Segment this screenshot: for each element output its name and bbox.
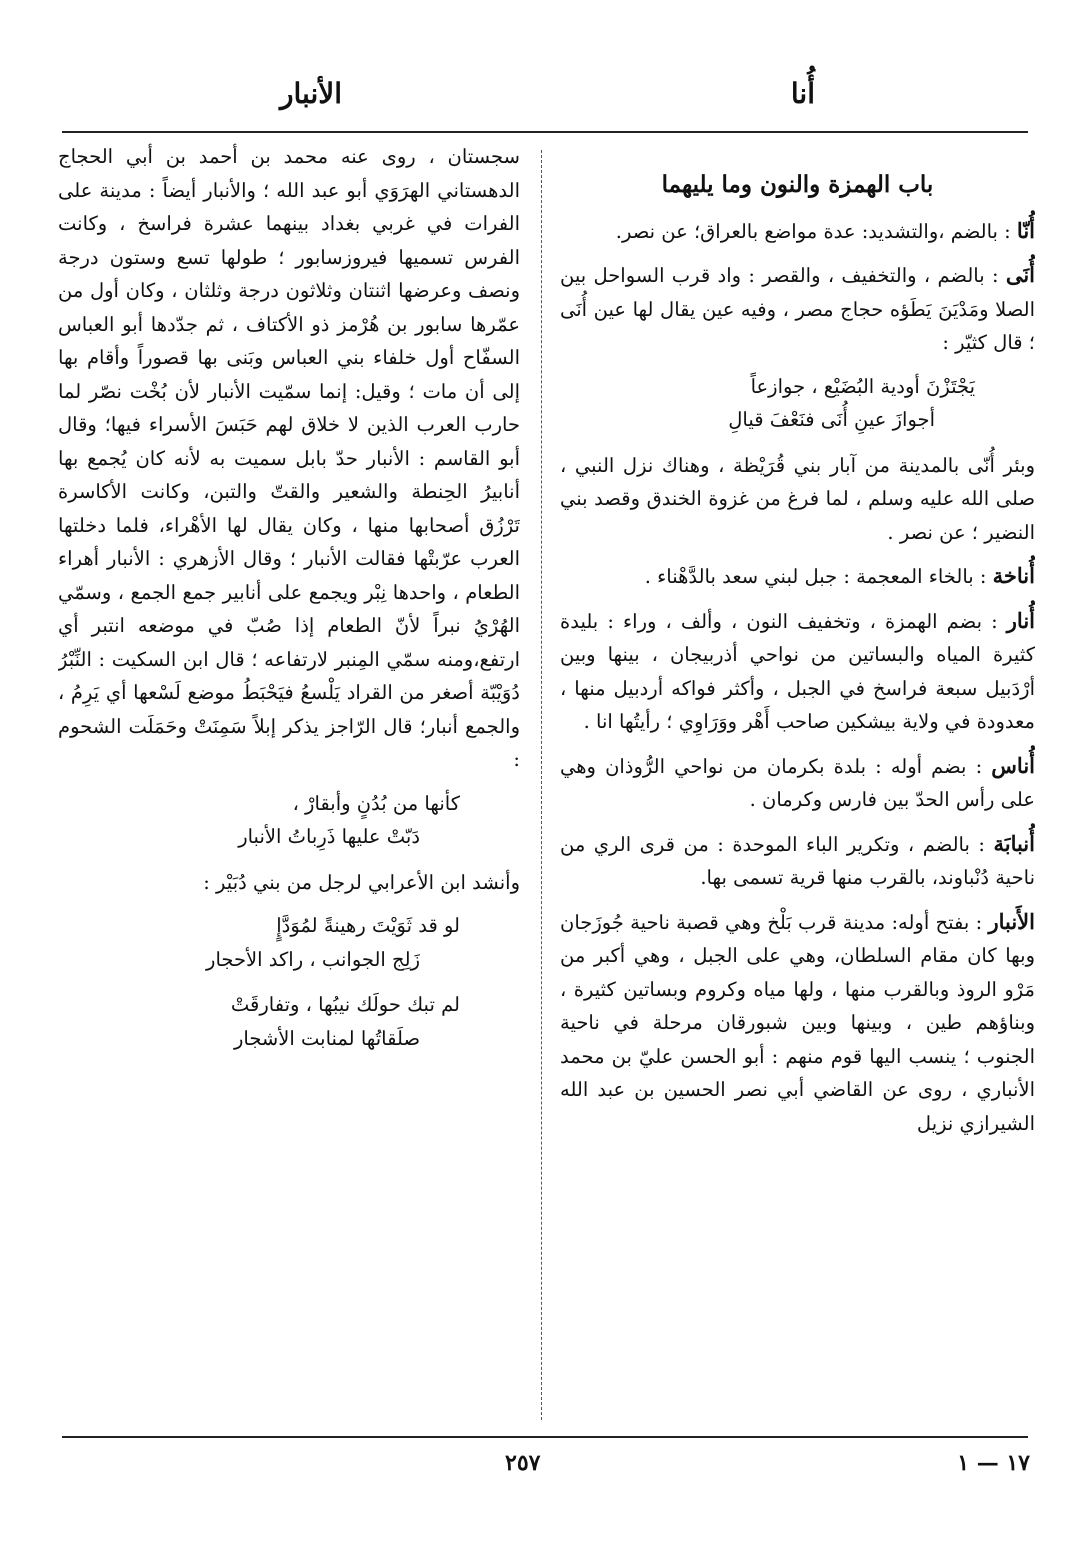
running-head-left: الأنبار	[280, 77, 343, 110]
headword: أُنَى	[1005, 262, 1035, 287]
verse-line: زَلِج الجوانب ، راكد الأحجار	[206, 947, 420, 971]
verse-line: لم تبك حولَك نيبُها ، وتفارقَتْ	[230, 993, 460, 1016]
entry	[560, 559, 1035, 594]
entry-text: : بضم أوله : بلدة بكرمان من نواحي الرُّوذان وهي على رأس الحدّ بين فارس وكرمان .	[560, 754, 1035, 811]
entry	[560, 214, 1035, 249]
entry	[560, 827, 1035, 895]
column-divider	[541, 150, 542, 1420]
paragraph: سجستان ، روى عنه محمد بن أحمد بن أبي الحجاج الدهستاني الهرَوَي أبو عبد الله ؛ والأنبار أيضاً : مدينة على الفرات في غربي بغداد بينهما عشرة فراسخ ، وكانت الفرس تسميها فيروزسابور ؛ طولها تسع وستون درجة ونصف وعرضها اثنتان وثلاثون درجة وثلثان ، وكان أول من عمّرها سابور بن هُرْمز ذو الأكتاف ، ثم جدّدها أبو العباس السفّاح أول خلفاء بني العباس وبَنى بها قصوراً وأقام بها إلى أن مات ؛ وقيل: إنما سمّيت الأنبار لأن بُخْت نصّر لما حارب العرب الذين لا خلاق لهم حَبَسَ الأسراء فيها؛ وقال أبو القاسم : الأنبار حدّ بابل سميت به لأنه كان يُجمع بها أنابيرُ الحِنطة والشعير والقتّ والتبن، وكانت الأكاسرة تَرْزُق أصحابها منها ، وكان يقال لها الأهْراء، فلما دخلتها العرب عرّبتْها فقالت الأنبار ؛ وقال الأزهري : الأنبار أهراء الطعام ، واحدها نِبْر ويجمع على أنابير جمع الجمع ، وسمّي الهُرْيُ نبراً لأنّ الطعام إذا صُبّ في موضعه انتبر أي ارتفع،ومنه سمّي المِنبر لارتفاعه ؛ قال ابن السكيت : النِّبْرُ دُوَيْبّة أصغر من القراد يَلْسعُ فيَحْبَطُ موضع لَسْعها أي يَرِمُ ، والجمع أنبار؛ قال الرّاجز يذكر إبلاً سَمِنَتْ وحَمَلَت الشحوم :	[58, 145, 520, 771]
top-rule	[62, 131, 1028, 133]
entry	[560, 749, 1035, 817]
running-head-right: أُنا	[790, 77, 815, 110]
verse-line: دَبّتْ عليها ذَرِباتُ الأنبار	[238, 825, 420, 848]
entry-text: : بالضم ،والتشديد: عدة مواضع بالعراق؛ عن نصر.	[615, 219, 1017, 243]
entry-text: : بالضم ، والتخفيف ، والقصر : واد قرب السواحل بين الصلا ومَدْيَنَ يَطَؤه حجاج مصر ، وفيه عين يقال لها عين أُنَى ؛ قال كثيّر :	[560, 264, 1035, 354]
bottom-rule	[62, 1436, 1028, 1438]
verse	[560, 370, 1035, 437]
verse	[58, 988, 520, 1055]
verse-line: كأنها من بُدُنٍ وأبقارْ ،	[292, 791, 460, 815]
page-number: ٢٥٧	[505, 1450, 541, 1476]
paragraph: وبئر أُنّى بالمدينة من آبار بني قُرَيْظة ، وهناك نزل النبي ، صلى الله عليه وسلم ، لما فرغ من غزوة الخندق وقصد بني النضير ؛ عن نصر .	[560, 453, 1035, 544]
section-title: باب الهمزة والنون وما يليهما	[661, 171, 934, 198]
left-column	[58, 140, 520, 1430]
entry-text: : بضم الهمزة ، وتخفيف النون ، وألف ، وراء : بليدة كثيرة المياه والبساتين من نواحي أذربيجان ، بينها وبين أرْدَبيل سبعة فراسخ في الجبل ، وأكثر فواكه أردبيل منها ، معدودة في ولاية بيشكين صاحب أَهْر ووَرَاوِي ؛ رأيتُها انا .	[560, 609, 1035, 733]
headword: أُنار	[1006, 607, 1035, 633]
signature-mark: ١٧ — ١	[957, 1450, 1030, 1476]
verse-line: أجوازَ عينِ أُنَى فنَعْفَ قيالِ	[728, 408, 935, 431]
verse	[58, 909, 520, 976]
entry-text: : بالخاء المعجمة : جبل لبني سعد بالدَّهْناء .	[644, 565, 993, 588]
headword: الأَنبار	[988, 908, 1035, 934]
entry-text: : بفتح أوله: مدينة قرب بَلْخ وهي قصبة ناحية جُوزَجان وبها كان مقام السلطان، وهي على الجبل ، وهي أكبر من مَرْو الروذ وبالقرب منها ، ولها مياه وكروم وبساتين كثيرة ، وبناؤهم طين ، وبينها وبين شبورقان مرحلة في ناحية الجنوب ؛ ينسب اليها قوم منهم : أبو الحسن عليّ بن محمد الأنباري ، روى عن القاضي أبي نصر الحسين بن عبد الله الشيرازي نزيل	[560, 910, 1035, 1135]
verse-line: صلَقاتُها لمنابت الأشجار	[233, 1026, 420, 1050]
entry	[560, 604, 1035, 739]
entry-text: : بالضم ، وتكرير الباء الموحدة : من قرى الري من ناحية دُنْباوند، بالقرب منها قرية تسمى بها.	[560, 832, 1035, 889]
headword: أُنّا	[1016, 217, 1035, 243]
verse-line: يَجْتَزْنَ أودية البُضَيْع ، جوازعاً	[750, 374, 975, 398]
entry	[560, 258, 1035, 360]
headword: أُنبابَة	[993, 830, 1035, 856]
entry	[560, 905, 1035, 1141]
paragraph: وأنشد ابن الأعرابي لرجل من بني دُبَيْر :	[203, 870, 520, 894]
headword: أُناس	[991, 752, 1035, 778]
headword: أُناخة	[992, 563, 1035, 588]
verse	[58, 787, 520, 854]
verse-line: لو قد ثَوَيْتَ رهينةً لمُوَدَّإٍ	[276, 914, 460, 937]
right-column	[560, 140, 1035, 1430]
